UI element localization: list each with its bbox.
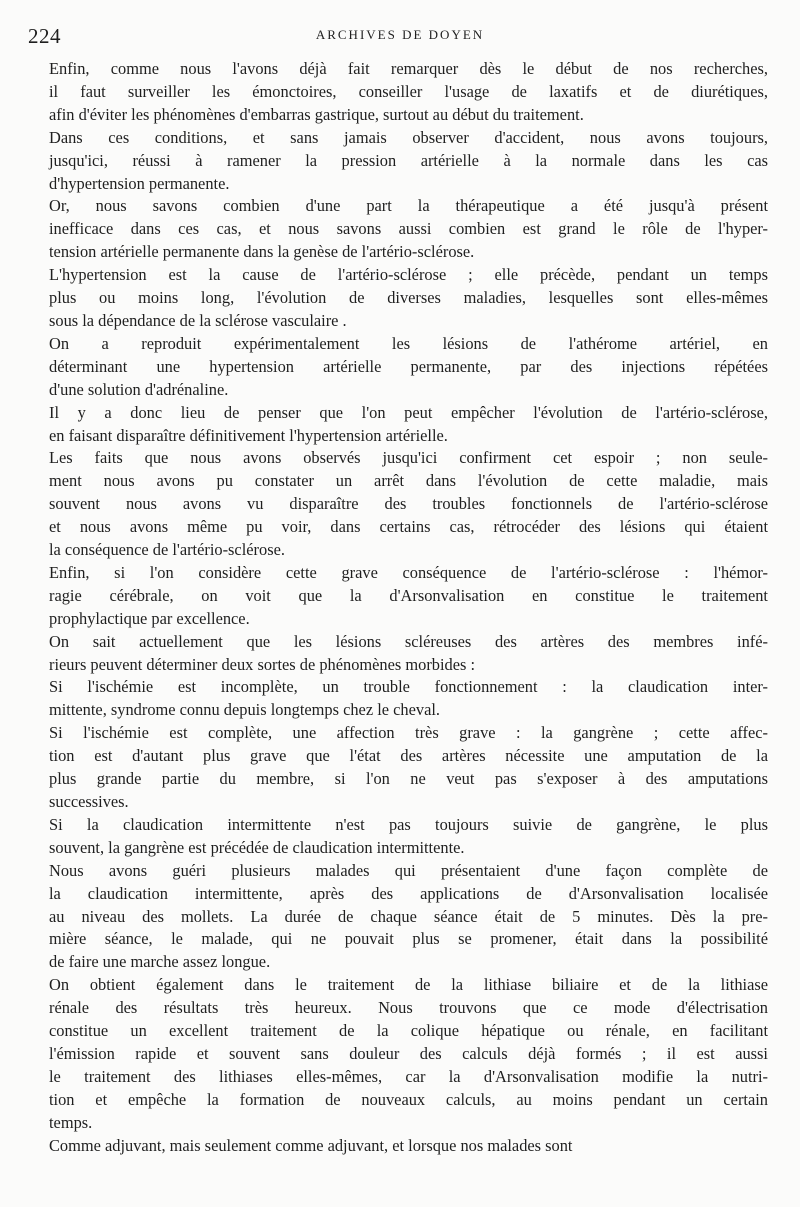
text-line: Il y a donc lieu de penser que l'on peut empêcher l'évolution de l'artério-sclérose,	[49, 402, 768, 422]
paragraph	[32, 814, 768, 860]
body-text	[32, 58, 768, 1158]
text-line: temps.	[49, 1112, 93, 1132]
text-line: d'hypertension permanente.	[49, 173, 230, 193]
text-line: On obtient également dans le traitement de la lithiase biliaire et de la lithiase	[49, 975, 768, 995]
text-line: Si la claudication intermittente n'est pas toujours suivie de gangrène, le plus	[49, 814, 768, 834]
text-line: souvent nous avons vu disparaître des troubles fonctionnels de l'artério-sclérose	[49, 494, 768, 514]
paragraph	[32, 722, 768, 814]
running-header	[0, 24, 800, 46]
paragraph	[32, 860, 768, 975]
page-number: 224	[28, 24, 61, 48]
text-line: mittente, syndrome connu depuis longtemps chez le cheval.	[49, 700, 440, 720]
text-line: la conséquence de l'artério-sclérose.	[49, 540, 285, 560]
text-line: afin d'éviter les phénomènes d'embarras gastrique, surtout au début du traitement.	[49, 104, 584, 124]
paragraph	[32, 127, 768, 196]
text-line: d'une solution d'adrénaline.	[49, 379, 229, 399]
text-line: tion et empêche la formation de nouveaux calculs, au moins pendant un certain	[49, 1089, 768, 1109]
paragraph	[32, 447, 768, 562]
text-line: la claudication intermittente, après des applications de d'Arsonvalisation localisée	[49, 883, 768, 903]
running-title: ARCHIVES DE DOYEN	[315, 27, 485, 42]
text-line: mière séance, le malade, qui ne pouvait plus se promener, était dans la possibilité	[49, 929, 768, 949]
text-line: rieurs peuvent déterminer deux sortes de phénomènes morbides :	[49, 654, 476, 674]
text-line: ragie cérébrale, on voit que la d'Arsonvalisation en constitue le traitement	[49, 585, 768, 605]
text-line: tion est d'autant plus grave que l'état des artères nécessite une amputation de la	[49, 746, 768, 766]
text-line: On a reproduit expérimentalement les lésions de l'athérome artériel, en	[49, 333, 768, 353]
text-line: au niveau des mollets. La durée de chaque séance était de 5 minutes. Dès la pre-	[49, 906, 768, 926]
text-line: ment nous avons pu constater un arrêt dans l'évolution de cette maladie, mais	[49, 471, 768, 491]
paragraph	[32, 676, 768, 722]
text-line: Nous avons guéri plusieurs malades qui présentaient d'une façon complète de	[49, 860, 768, 880]
text-line: le traitement des lithiases elles-mêmes, car la d'Arsonvalisation modifie la nutri-	[49, 1066, 768, 1086]
text-line: On sait actuellement que les lésions scléreuses des artères des membres infé-	[49, 631, 768, 651]
text-line: constitue un excellent traitement de la colique hépatique ou rénale, en facilitant	[49, 1021, 768, 1041]
paragraph	[32, 1135, 768, 1158]
text-line: tension artérielle permanente dans la genèse de l'artério-sclérose.	[49, 242, 475, 262]
text-line: successives.	[49, 792, 129, 811]
text-line: déterminant une hypertension artérielle permanente, par des injections répétées	[49, 356, 768, 376]
text-line: Enfin, si l'on considère cette grave conséquence de l'artério-sclérose : l'hémor-	[49, 562, 768, 582]
text-line: jusqu'ici, réussi à ramener la pression artérielle à la normale dans les cas	[49, 150, 768, 170]
text-line: Les faits que nous avons observés jusqu'ici confirment cet espoir ; non seule-	[49, 448, 768, 468]
text-line: souvent, la gangrène est précédée de claudication intermittente.	[49, 837, 465, 857]
text-line: Si l'ischémie est complète, une affection très grave : la gangrène ; cette affec-	[49, 723, 768, 743]
paragraph	[32, 562, 768, 631]
paragraph	[32, 631, 768, 677]
text-line: plus ou moins long, l'évolution de diverses maladies, lesquelles sont elles-mêmes	[49, 288, 768, 308]
text-line: Si l'ischémie est incomplète, un trouble fonctionnement : la claudication inter-	[49, 677, 768, 697]
text-line: Dans ces conditions, et sans jamais observer d'accident, nous avons toujours,	[49, 127, 768, 147]
text-line: l'émission rapide et souvent sans douleur des calculs déjà formés ; il est aussi	[49, 1043, 768, 1063]
paragraph	[32, 58, 768, 127]
text-line: il faut surveiller les émonctoires, conseiller l'usage de laxatifs et de diurétiques,	[49, 81, 768, 101]
text-line: sous la dépendance de la sclérose vasculaire .	[49, 310, 347, 330]
text-line: plus grande partie du membre, si l'on ne veut pas s'exposer à des amputations	[49, 769, 768, 789]
paragraph	[32, 402, 768, 448]
paragraph	[32, 974, 768, 1134]
paragraph	[32, 195, 768, 264]
paragraph	[32, 333, 768, 402]
text-line: Comme adjuvant, mais seulement comme adjuvant, et lorsque nos malades sont	[49, 1135, 573, 1155]
text-line: et nous avons même pu voir, dans certains cas, rétrocéder des lésions qui étaient	[49, 517, 768, 537]
text-line: inefficace dans ces cas, et nous savons aussi combien est grand le rôle de l'hyper-	[49, 219, 768, 239]
text-line: prophylactique par excellence.	[49, 608, 250, 628]
text-line: de faire une marche assez longue.	[49, 952, 271, 972]
text-line: Enfin, comme nous l'avons déjà fait remarquer dès le début de nos recherches,	[49, 59, 768, 78]
text-line: rénale des résultats très heureux. Nous trouvons que ce mode d'électrisation	[49, 998, 768, 1018]
text-line: Or, nous savons combien d'une part la thérapeutique a été jusqu'à présent	[49, 196, 768, 216]
text-line: L'hypertension est la cause de l'artério-sclérose ; elle précède, pendant un temps	[49, 265, 768, 285]
text-line: en faisant disparaître définitivement l'hypertension artérielle.	[49, 425, 448, 445]
paragraph	[32, 264, 768, 333]
